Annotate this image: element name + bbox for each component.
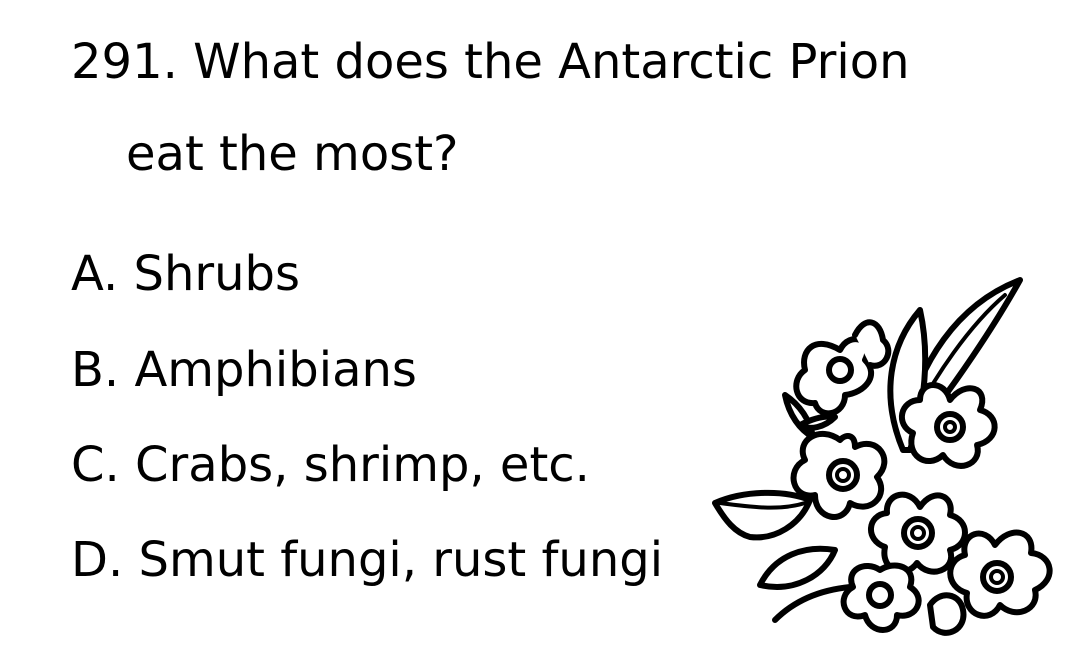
flower-center-icon [871,495,965,572]
flower-bouquet-icon [705,275,1070,655]
question-text-line-1: 291. What does the Antarctic Prion [71,34,910,90]
leaf-left-icon [715,493,810,538]
leaf-bottom-left-icon [760,549,835,587]
option-c: C. Crabs, shrimp, etc. [71,437,590,493]
flower-bottom-right-icon [950,533,1049,616]
question-text-line-2: eat the most? [126,126,459,182]
bud-icon [930,595,963,633]
flower-top-icon [796,322,888,413]
option-a: A. Shrubs [71,246,301,302]
option-b: B. Amphibians [71,342,417,398]
option-d: D. Smut fungi, rust fungi [71,532,664,588]
flower-bottom-center-icon [844,565,919,630]
